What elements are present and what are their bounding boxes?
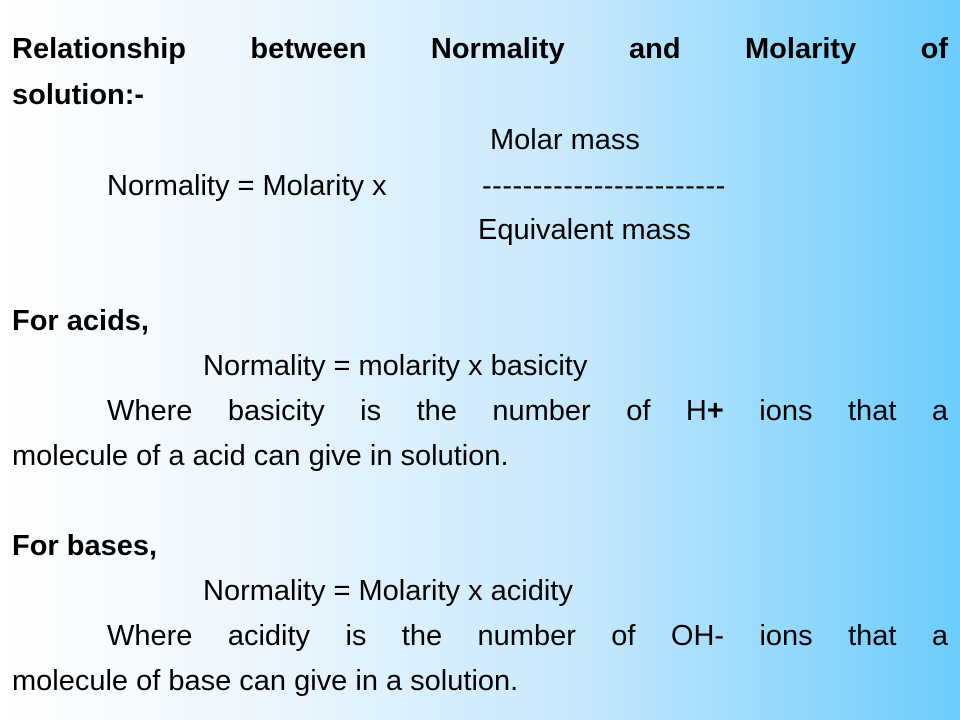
acids-desc-start: Where basicity is the number of H bbox=[107, 395, 707, 427]
formula-numerator: Molar mass bbox=[490, 124, 640, 156]
acids-desc-line-2: molecule of a acid can give in solution. bbox=[12, 440, 509, 472]
acids-formula: Normality = molarity x basicity bbox=[203, 350, 588, 382]
plus-sign: + bbox=[706, 395, 724, 427]
formula-denominator: Equivalent mass bbox=[478, 214, 691, 246]
bases-formula: Normality = Molarity x acidity bbox=[203, 575, 573, 607]
bases-desc-line-1: Where acidity is the number of OH- ions that a bbox=[107, 620, 948, 652]
acids-desc-end: ions that a bbox=[723, 395, 949, 427]
acids-desc-line-1 bbox=[107, 393, 948, 429]
bases-heading: For bases, bbox=[12, 530, 158, 562]
bases-desc-line-2: molecule of base can give in a solution. bbox=[12, 665, 519, 697]
formula-divider: ------------------------ bbox=[482, 170, 726, 202]
title-line-1: Relationship between Normality and Molarity of bbox=[12, 33, 948, 65]
formula-lhs: Normality = Molarity x bbox=[107, 170, 387, 202]
title-line-2: solution:- bbox=[12, 79, 145, 111]
acids-heading: For acids, bbox=[12, 305, 149, 337]
